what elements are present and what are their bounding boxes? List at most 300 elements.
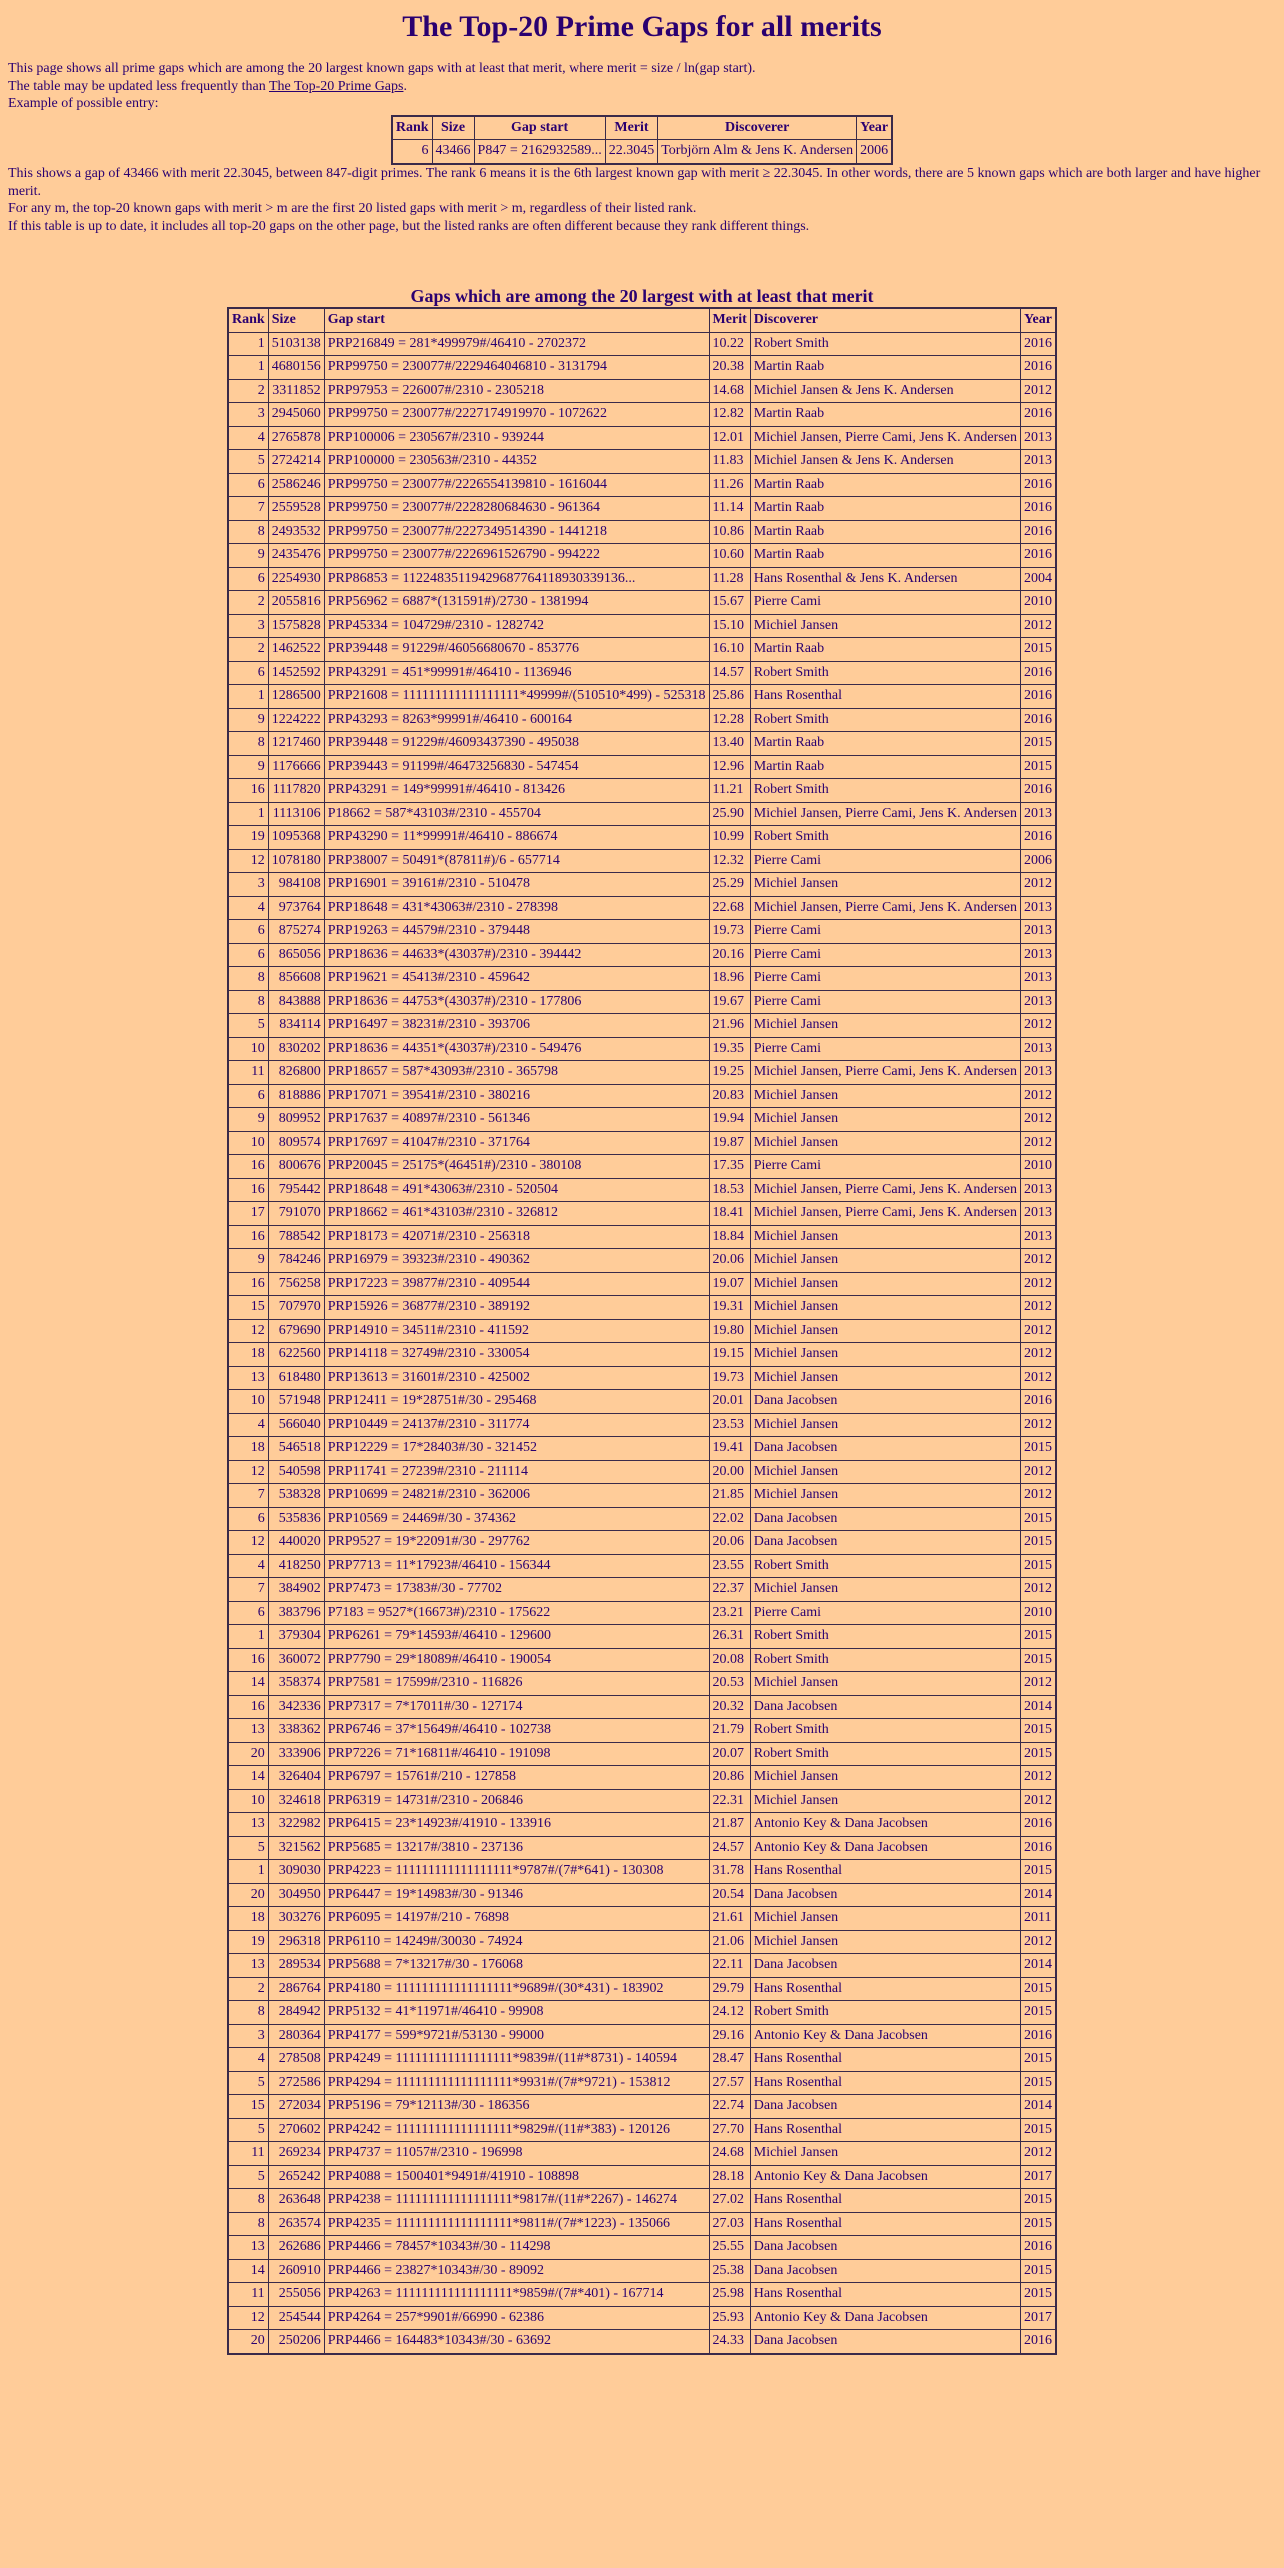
cell-gap-start: PRP6746 = 37*15649#/46410 - 102738 <box>324 1719 709 1743</box>
gaps-header-gap-start: Gap start <box>324 308 709 332</box>
example-header-year: Year <box>857 116 893 140</box>
cell-year: 2006 <box>1020 849 1056 873</box>
cell-merit: 18.84 <box>709 1225 750 1249</box>
cell-discoverer: Robert Smith <box>750 779 1020 803</box>
cell-gap-start: PRP7473 = 17383#/30 - 77702 <box>324 1578 709 1602</box>
cell-size: 809574 <box>268 1131 324 1155</box>
cell-year: 2012 <box>1020 379 1056 403</box>
cell-gap-start: PRP100006 = 230567#/2310 - 939244 <box>324 426 709 450</box>
table-row <box>228 1413 1056 1437</box>
cell-gap-start: PRP86853 = 1122483511942968776411893033913​6... <box>324 567 709 591</box>
cell-merit: 22.37 <box>709 1578 750 1602</box>
cell-rank: 11 <box>228 2283 268 2307</box>
cell-discoverer: Robert Smith <box>750 332 1020 356</box>
cell-year: 2012 <box>1020 1460 1056 1484</box>
table-row <box>228 802 1056 826</box>
cell-size: 1095368 <box>268 826 324 850</box>
gaps-table-body <box>228 332 1056 2354</box>
cell-merit: 25.86 <box>709 685 750 709</box>
table-row <box>228 1766 1056 1790</box>
cell-gap-start: PRP5685 = 13217#/3810 - 237136 <box>324 1836 709 1860</box>
cell-merit: 10.60 <box>709 544 750 568</box>
cell-year: 2015 <box>1020 2048 1056 2072</box>
cell-gap-start: PRP39448 = 91229#/46093437390 - 495038 <box>324 732 709 756</box>
cell-rank: 11 <box>228 2142 268 2166</box>
cell-discoverer: Dana Jacobsen <box>750 1695 1020 1719</box>
cell-size: 1575828 <box>268 614 324 638</box>
cell-size: 535836 <box>268 1507 324 1531</box>
table-row <box>228 567 1056 591</box>
cell-size: 324618 <box>268 1789 324 1813</box>
cell-year: 2012 <box>1020 1578 1056 1602</box>
cell-year: 2013 <box>1020 426 1056 450</box>
cell-rank: 1 <box>228 685 268 709</box>
cell-discoverer: Robert Smith <box>750 708 1020 732</box>
cell-discoverer: Hans Rosenthal <box>750 1860 1020 1884</box>
cell-discoverer: Michiel Jansen <box>750 1789 1020 1813</box>
cell-merit: 20.38 <box>709 356 750 380</box>
cell-merit: 27.02 <box>709 2189 750 2213</box>
cell-year: 2016 <box>1020 497 1056 521</box>
cell-year: 2016 <box>1020 473 1056 497</box>
table-row <box>228 473 1056 497</box>
cell-discoverer: Hans Rosenthal <box>750 2048 1020 2072</box>
cell-year: 2016 <box>1020 708 1056 732</box>
table-row <box>228 1860 1056 1884</box>
cell-year: 2016 <box>1020 332 1056 356</box>
cell-year: 2015 <box>1020 2259 1056 2283</box>
top20-gaps-link[interactable]: The Top-20 Prime Gaps <box>269 78 404 94</box>
cell-year: 2013 <box>1020 990 1056 1014</box>
cell-merit: 11.26 <box>709 473 750 497</box>
cell-gap-start: PRP4466 = 164483*10343#/30 - 63692 <box>324 2330 709 2354</box>
cell-rank: 5 <box>228 2165 268 2189</box>
cell-gap-start: PRP4088 = 1500401*9491#/41910 - 108898 <box>324 2165 709 2189</box>
cell-rank: 20 <box>228 2330 268 2354</box>
cell-gap-start: PRP39448 = 91229#/46056680670 - 853776 <box>324 638 709 662</box>
cell-discoverer: Michiel Jansen <box>750 1084 1020 1108</box>
cell-discoverer: Michiel Jansen <box>750 1225 1020 1249</box>
cell-discoverer: Michiel Jansen <box>750 1108 1020 1132</box>
cell-size: 818886 <box>268 1084 324 1108</box>
cell-size: 260910 <box>268 2259 324 2283</box>
cell-merit: 20.01 <box>709 1390 750 1414</box>
cell-gap-start: PRP6261 = 79*14593#/46410 - 129600 <box>324 1625 709 1649</box>
cell-discoverer: Pierre Cami <box>750 849 1020 873</box>
cell-size: 756258 <box>268 1272 324 1296</box>
cell-year: 2015 <box>1020 755 1056 779</box>
cell-size: 566040 <box>268 1413 324 1437</box>
cell-gap-start: PRP99750 = 230077#/2227174919970 - 1072622 <box>324 403 709 427</box>
cell-rank: 6 <box>392 140 432 164</box>
table-row <box>228 1742 1056 1766</box>
cell-year: 2012 <box>1020 1272 1056 1296</box>
cell-year: 2015 <box>1020 1860 1056 1884</box>
cell-year: 2016 <box>1020 1390 1056 1414</box>
cell-merit: 25.55 <box>709 2236 750 2260</box>
cell-merit: 11.83 <box>709 450 750 474</box>
cell-rank: 4 <box>228 1413 268 1437</box>
cell-gap-start: PRP14910 = 34511#/2310 - 411592 <box>324 1319 709 1343</box>
table-row <box>228 591 1056 615</box>
table-row <box>228 379 1056 403</box>
cell-gap-start: PRP39443 = 91199#/46473256830 - 547454 <box>324 755 709 779</box>
table-row <box>228 2236 1056 2260</box>
cell-discoverer: Michiel Jansen <box>750 1413 1020 1437</box>
example-header-size: Size <box>432 116 474 140</box>
cell-merit: 20.07 <box>709 1742 750 1766</box>
table-row <box>228 2095 1056 2119</box>
cell-size: 791070 <box>268 1202 324 1226</box>
cell-size: 546518 <box>268 1437 324 1461</box>
cell-gap-start: PRP5688 = 7*13217#/30 - 176068 <box>324 1954 709 1978</box>
cell-gap-start: PRP6319 = 14731#/2310 - 206846 <box>324 1789 709 1813</box>
table-note-text: If this table is up to date, it includes all top-20 gaps on the other page, but the listed ranks are often different because they rank different things. <box>8 218 810 234</box>
cell-discoverer: Antonio Key & Dana Jacobsen <box>750 2165 1020 2189</box>
table-row <box>228 1977 1056 2001</box>
cell-year: 2012 <box>1020 1672 1056 1696</box>
cell-discoverer: Hans Rosenthal <box>750 1977 1020 2001</box>
example-table <box>391 115 893 165</box>
cell-rank: 12 <box>228 849 268 873</box>
cell-merit: 15.67 <box>709 591 750 615</box>
cell-merit: 22.31 <box>709 1789 750 1813</box>
cell-year: 2015 <box>1020 1531 1056 1555</box>
cell-gap-start: PRP6447 = 19*14983#/30 - 91346 <box>324 1883 709 1907</box>
cell-year: 2013 <box>1020 450 1056 474</box>
cell-year: 2012 <box>1020 1343 1056 1367</box>
cell-merit: 20.53 <box>709 1672 750 1696</box>
cell-rank: 8 <box>228 2189 268 2213</box>
cell-year: 2015 <box>1020 1742 1056 1766</box>
table-row <box>228 1836 1056 1860</box>
cell-size: 826800 <box>268 1061 324 1085</box>
gaps-table <box>227 307 1057 2355</box>
cell-merit: 19.73 <box>709 920 750 944</box>
cell-discoverer: Michiel Jansen <box>750 1131 1020 1155</box>
cell-discoverer: Martin Raab <box>750 520 1020 544</box>
cell-gap-start: PRP10449 = 24137#/2310 - 311774 <box>324 1413 709 1437</box>
cell-merit: 23.21 <box>709 1601 750 1625</box>
cell-merit: 21.06 <box>709 1930 750 1954</box>
cell-size: 830202 <box>268 1037 324 1061</box>
cell-merit: 19.25 <box>709 1061 750 1085</box>
cell-rank: 6 <box>228 1507 268 1531</box>
cell-size: 622560 <box>268 1343 324 1367</box>
table-row <box>228 1601 1056 1625</box>
table-row <box>228 614 1056 638</box>
cell-merit: 10.86 <box>709 520 750 544</box>
cell-gap-start: PRP18636 = 44351*(43037#)/2310 - 549476 <box>324 1037 709 1061</box>
cell-merit: 25.90 <box>709 802 750 826</box>
cell-discoverer: Michiel Jansen, Pierre Cami, Jens K. Andersen <box>750 426 1020 450</box>
cell-gap-start: PRP99750 = 230077#/2227349514390 - 1441218 <box>324 520 709 544</box>
cell-rank: 12 <box>228 1319 268 1343</box>
table-row <box>228 497 1056 521</box>
cell-gap-start: PRP4466 = 78457*10343#/30 - 114298 <box>324 2236 709 2260</box>
cell-gap-start: PRP4242 = 111111111111111111*9829#/(11#*383) - 120126 <box>324 2118 709 2142</box>
cell-size: 540598 <box>268 1460 324 1484</box>
cell-discoverer: Pierre Cami <box>750 1037 1020 1061</box>
cell-gap-start: PRP45334 = 104729#/2310 - 1282742 <box>324 614 709 638</box>
cell-size: 2765878 <box>268 426 324 450</box>
cell-size: 800676 <box>268 1155 324 1179</box>
cell-size: 254544 <box>268 2306 324 2330</box>
cell-rank: 1 <box>228 356 268 380</box>
merit-rule-text: For any m, the top-20 known gaps with merit > m are the first 20 listed gaps with merit > m, regardless of their listed rank. <box>8 201 697 217</box>
table-row <box>228 1460 1056 1484</box>
cell-gap-start: PRP18173 = 42071#/2310 - 256318 <box>324 1225 709 1249</box>
cell-discoverer: Antonio Key & Dana Jacobsen <box>750 2024 1020 2048</box>
cell-size: 272034 <box>268 2095 324 2119</box>
cell-size: 679690 <box>268 1319 324 1343</box>
cell-gap-start: PRP17697 = 41047#/2310 - 371764 <box>324 1131 709 1155</box>
table-row <box>228 1343 1056 1367</box>
cell-rank: 4 <box>228 1554 268 1578</box>
cell-discoverer: Robert Smith <box>750 1554 1020 1578</box>
table-row <box>228 1907 1056 1931</box>
cell-size: 384902 <box>268 1578 324 1602</box>
table-row <box>228 685 1056 709</box>
example-header-discoverer: Discoverer <box>658 116 857 140</box>
cell-size: 875274 <box>268 920 324 944</box>
cell-gap-start: PRP6095 = 14197#/210 - 76898 <box>324 1907 709 1931</box>
cell-rank: 1 <box>228 802 268 826</box>
cell-gap-start: PRP4235 = 111111111111111111*9811#/(7#*1223) - 135066 <box>324 2212 709 2236</box>
example-header-merit: Merit <box>605 116 658 140</box>
cell-size: 1078180 <box>268 849 324 873</box>
cell-year: 2015 <box>1020 732 1056 756</box>
cell-merit: 11.14 <box>709 497 750 521</box>
table-row <box>228 755 1056 779</box>
cell-gap-start: PRP7713 = 11*17923#/46410 - 156344 <box>324 1554 709 1578</box>
cell-size: 270602 <box>268 2118 324 2142</box>
table-row <box>228 1061 1056 1085</box>
table-row <box>228 1507 1056 1531</box>
cell-gap-start: PRP99750 = 230077#/2229464046810 - 3131794 <box>324 356 709 380</box>
cell-discoverer: Dana Jacobsen <box>750 2330 1020 2354</box>
cell-merit: 15.10 <box>709 614 750 638</box>
table-row <box>228 426 1056 450</box>
cell-year: 2013 <box>1020 943 1056 967</box>
cell-year: 2015 <box>1020 1437 1056 1461</box>
cell-discoverer: Dana Jacobsen <box>750 1883 1020 1907</box>
cell-merit: 25.29 <box>709 873 750 897</box>
cell-merit: 19.73 <box>709 1366 750 1390</box>
cell-gap-start: PRP56962 = 6887*(131591#)/2730 - 1381994 <box>324 591 709 615</box>
cell-discoverer: Hans Rosenthal <box>750 2189 1020 2213</box>
cell-discoverer: Michiel Jansen <box>750 1319 1020 1343</box>
cell-merit: 19.35 <box>709 1037 750 1061</box>
cell-discoverer: Robert Smith <box>750 2001 1020 2025</box>
cell-gap-start: PRP19621 = 45413#/2310 - 459642 <box>324 967 709 991</box>
cell-size: 809952 <box>268 1108 324 1132</box>
table-row <box>228 2306 1056 2330</box>
cell-gap-start: PRP12229 = 17*28403#/30 - 321452 <box>324 1437 709 1461</box>
cell-discoverer: Michiel Jansen & Jens K. Andersen <box>750 450 1020 474</box>
cell-year: 2012 <box>1020 1014 1056 1038</box>
table-row <box>228 2259 1056 2283</box>
cell-size: 856608 <box>268 967 324 991</box>
cell-size: 321562 <box>268 1836 324 1860</box>
cell-rank: 2 <box>228 1977 268 2001</box>
cell-discoverer: Hans Rosenthal & Jens K. Andersen <box>750 567 1020 591</box>
table-row <box>228 708 1056 732</box>
table-row <box>228 896 1056 920</box>
cell-year: 2013 <box>1020 1202 1056 1226</box>
cell-size: 865056 <box>268 943 324 967</box>
table-row <box>228 826 1056 850</box>
cell-size: 43466 <box>432 140 474 164</box>
gaps-header-discoverer: Discoverer <box>750 308 1020 332</box>
cell-year: 2015 <box>1020 2283 1056 2307</box>
example-header-gap-start: Gap start <box>474 116 605 140</box>
cell-discoverer: Dana Jacobsen <box>750 1437 1020 1461</box>
cell-merit: 19.07 <box>709 1272 750 1296</box>
cell-discoverer: Michiel Jansen, Pierre Cami, Jens K. Andersen <box>750 1202 1020 1226</box>
cell-size: 360072 <box>268 1648 324 1672</box>
cell-merit: 23.55 <box>709 1554 750 1578</box>
cell-gap-start: PRP4737 = 11057#/2310 - 196998 <box>324 2142 709 2166</box>
cell-merit: 25.38 <box>709 2259 750 2283</box>
cell-year: 2015 <box>1020 2001 1056 2025</box>
cell-year: 2013 <box>1020 802 1056 826</box>
cell-rank: 10 <box>228 1390 268 1414</box>
cell-discoverer: Michiel Jansen <box>750 1366 1020 1390</box>
cell-rank: 8 <box>228 520 268 544</box>
cell-merit: 20.08 <box>709 1648 750 1672</box>
table-row <box>228 1789 1056 1813</box>
cell-merit: 11.28 <box>709 567 750 591</box>
cell-discoverer: Pierre Cami <box>750 1601 1020 1625</box>
cell-rank: 14 <box>228 2259 268 2283</box>
cell-year: 2012 <box>1020 1366 1056 1390</box>
cell-merit: 21.96 <box>709 1014 750 1038</box>
cell-year: 2010 <box>1020 1601 1056 1625</box>
table-row <box>228 1155 1056 1179</box>
page-title: The Top-20 Prime Gaps for all merits <box>402 10 882 43</box>
cell-gap-start: PRP4180 = 111111111111111111*9689#/(30*431) - 183902 <box>324 1977 709 2001</box>
table-row <box>228 1296 1056 1320</box>
cell-year: 2016 <box>1020 2330 1056 2354</box>
cell-merit: 12.01 <box>709 426 750 450</box>
cell-merit: 28.47 <box>709 2048 750 2072</box>
cell-size: 2724214 <box>268 450 324 474</box>
cell-merit: 20.86 <box>709 1766 750 1790</box>
cell-year: 2017 <box>1020 2306 1056 2330</box>
cell-merit: 21.87 <box>709 1813 750 1837</box>
table-row <box>228 967 1056 991</box>
table-row <box>228 1813 1056 1837</box>
table-row <box>228 1366 1056 1390</box>
intro-text: This page shows all prime gaps which are among the 20 largest known gaps with at least that merit, where merit = size / ln(gap start). <box>8 61 756 76</box>
cell-size: 383796 <box>268 1601 324 1625</box>
cell-size: 1176666 <box>268 755 324 779</box>
cell-gap-start: PRP9527 = 19*22091#/30 - 297762 <box>324 1531 709 1555</box>
cell-merit: 14.57 <box>709 661 750 685</box>
cell-merit: 26.31 <box>709 1625 750 1649</box>
cell-discoverer: Dana Jacobsen <box>750 2259 1020 2283</box>
cell-year: 2012 <box>1020 614 1056 638</box>
cell-merit: 24.57 <box>709 1836 750 1860</box>
cell-gap-start: PRP4466 = 23827*10343#/30 - 89092 <box>324 2259 709 2283</box>
cell-rank: 9 <box>228 708 268 732</box>
cell-size: 1224222 <box>268 708 324 732</box>
cell-rank: 3 <box>228 2024 268 2048</box>
cell-rank: 2 <box>228 379 268 403</box>
cell-rank: 4 <box>228 896 268 920</box>
cell-rank: 5 <box>228 2071 268 2095</box>
cell-merit: 19.31 <box>709 1296 750 1320</box>
table-row <box>228 990 1056 1014</box>
cell-discoverer: Pierre Cami <box>750 591 1020 615</box>
cell-merit: 31.78 <box>709 1860 750 1884</box>
cell-discoverer: Antonio Key & Dana Jacobsen <box>750 1813 1020 1837</box>
cell-rank: 3 <box>228 873 268 897</box>
cell-merit: 28.18 <box>709 2165 750 2189</box>
cell-size: 1452592 <box>268 661 324 685</box>
cell-rank: 16 <box>228 1272 268 1296</box>
cell-rank: 1 <box>228 1860 268 1884</box>
cell-gap-start: PRP4263 = 111111111111111111*9859#/(7#*401) - 167714 <box>324 2283 709 2307</box>
cell-gap-start: PRP5132 = 41*11971#/46410 - 99908 <box>324 2001 709 2025</box>
cell-discoverer: Michiel Jansen, Pierre Cami, Jens K. Andersen <box>750 1178 1020 1202</box>
cell-rank: 12 <box>228 1460 268 1484</box>
cell-year: 2016 <box>1020 779 1056 803</box>
cell-discoverer: Michiel Jansen <box>750 1907 1020 1931</box>
cell-rank: 16 <box>228 779 268 803</box>
cell-size: 2586246 <box>268 473 324 497</box>
cell-discoverer: Robert Smith <box>750 826 1020 850</box>
cell-year: 2016 <box>1020 2236 1056 2260</box>
cell-discoverer: Pierre Cami <box>750 990 1020 1014</box>
cell-gap-start: PRP15926 = 36877#/2310 - 389192 <box>324 1296 709 1320</box>
cell-size: 2435476 <box>268 544 324 568</box>
cell-merit: 22.74 <box>709 2095 750 2119</box>
cell-size: 358374 <box>268 1672 324 1696</box>
cell-discoverer: Robert Smith <box>750 1742 1020 1766</box>
cell-size: 1286500 <box>268 685 324 709</box>
cell-size: 303276 <box>268 1907 324 1931</box>
cell-year: 2010 <box>1020 1155 1056 1179</box>
cell-gap-start: PRP17223 = 39877#/2310 - 409544 <box>324 1272 709 1296</box>
cell-rank: 9 <box>228 544 268 568</box>
cell-rank: 14 <box>228 1766 268 1790</box>
cell-year: 2015 <box>1020 638 1056 662</box>
cell-merit: 18.96 <box>709 967 750 991</box>
cell-size: 2945060 <box>268 403 324 427</box>
cell-merit: 22.68 <box>709 896 750 920</box>
cell-year: 2014 <box>1020 1954 1056 1978</box>
cell-size: 784246 <box>268 1249 324 1273</box>
example-row <box>392 140 892 164</box>
cell-merit: 23.53 <box>709 1413 750 1437</box>
cell-rank: 2 <box>228 638 268 662</box>
cell-gap-start: PRP7790 = 29*18089#/46410 - 190054 <box>324 1648 709 1672</box>
cell-discoverer: Michiel Jansen <box>750 1272 1020 1296</box>
cell-merit: 20.83 <box>709 1084 750 1108</box>
cell-year: 2015 <box>1020 2189 1056 2213</box>
cell-gap-start: P7183 = 9527*(16673#)/2310 - 175622 <box>324 1601 709 1625</box>
cell-size: 618480 <box>268 1366 324 1390</box>
cell-rank: 9 <box>228 1249 268 1273</box>
cell-year: 2014 <box>1020 1883 1056 1907</box>
cell-discoverer: Martin Raab <box>750 638 1020 662</box>
cell-size: 1217460 <box>268 732 324 756</box>
cell-discoverer: Antonio Key & Dana Jacobsen <box>750 2306 1020 2330</box>
cell-year: 2012 <box>1020 1084 1056 1108</box>
table-row <box>228 520 1056 544</box>
